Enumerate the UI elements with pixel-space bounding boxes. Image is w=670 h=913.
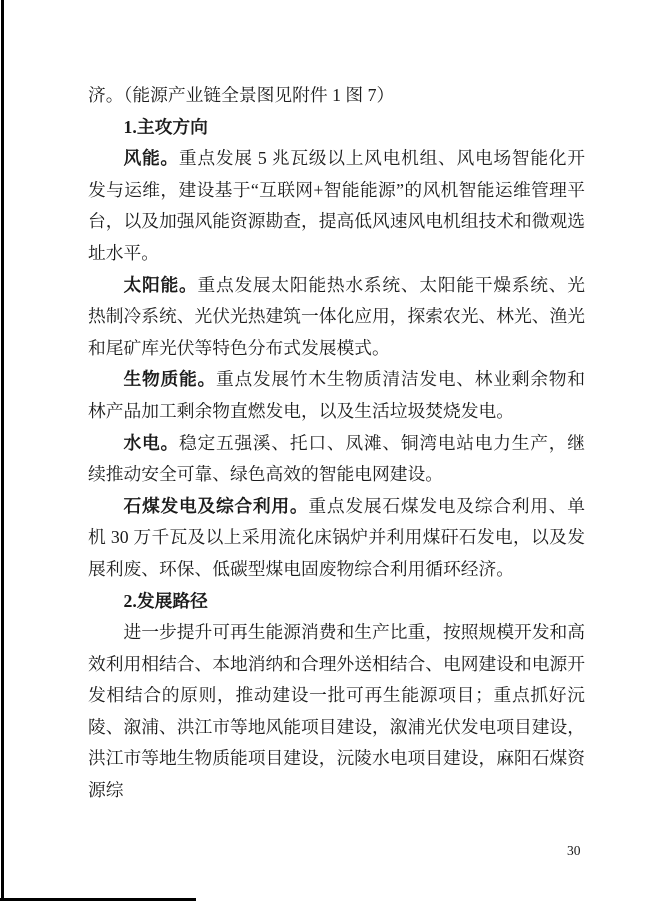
paragraph-text: 重点发展石煤发电及综合利用、单机 30 万千瓦及以上采用流化床锅炉并利用煤矸石发电，以及发展利废、环保、低碳型煤电固废物综合利用循环经济。	[88, 495, 585, 579]
paragraph-hydro-power	[88, 428, 585, 491]
paragraph-text: 稳定五强溪、托口、凤滩、铜湾电站电力生产，继续推动安全可靠、绿色高效的智能电网建设。	[88, 432, 585, 485]
paragraph-development-path	[88, 617, 585, 807]
paragraph-lead: 风能。	[123, 148, 179, 169]
paragraph-text: 重点发展竹木生物质清洁发电、林业剩余物和林产品加工剩余物直燃发电，以及生活垃圾焚烧发电。	[88, 369, 585, 421]
paragraph-wind-energy	[88, 143, 585, 269]
paragraph-text: 重点发展太阳能热水系统、太阳能干燥系统、光热制冷系统、光伏光热建筑一体化应用，探索农光、林光、渔光和尾矿库光伏等特色分布式发展模式。	[88, 274, 586, 358]
continuation-line: 济。（能源产业链全景图见附件 1 图 7）	[88, 85, 395, 105]
section-heading-main-directions: 1.主攻方向	[123, 116, 208, 137]
paragraph-text: 重点发展 5 兆瓦级以上风电机组、风电场智能化开发与运维，建设基于“互联网+智能能源”的风机智能运维管理平台，以及加强风能资源勘查，提高低风速风电机组技术和微观选址水平。	[88, 148, 586, 263]
paragraph-lead: 生物质能。	[123, 369, 216, 390]
paragraph-biomass-energy	[88, 364, 585, 427]
page-content	[88, 80, 585, 807]
scan-edge-left	[1, 0, 4, 901]
paragraph-lead: 太阳能。	[123, 274, 198, 295]
paragraph-stone-coal-power	[88, 491, 585, 586]
paragraph-solar-energy	[88, 270, 585, 365]
paragraph-text: 进一步提升可再生能源消费和生产比重，按照规模开发和高效利用相结合、本地消纳和合理外送相结合、电网建设和电源开发相结合的原则，推动建设一批可再生能源项目；重点抓好沅陵、溆浦、洪江市等地风能项目建设，溆浦光伏发电项目建设，洪江市等地生物质能项目建设，沅陵水电项目建设，麻阳石煤资源综	[88, 622, 586, 801]
scan-edge-bottom	[0, 898, 196, 901]
page-number: 30	[567, 843, 581, 858]
section-heading-development-path: 2.发展路径	[123, 590, 208, 611]
paragraph-lead: 石煤发电及综合利用。	[123, 495, 309, 516]
paragraph-lead: 水电。	[123, 432, 179, 453]
